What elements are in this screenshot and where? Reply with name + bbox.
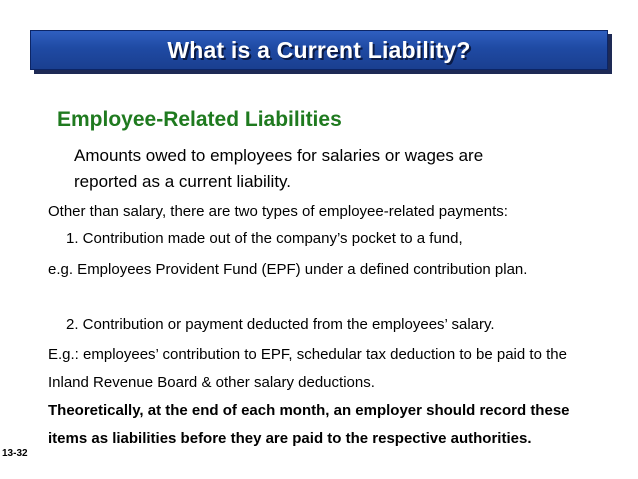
intro-text: Other than salary, there are two types of employee-related payments: [48, 203, 508, 220]
slide-number: 13-32 [2, 448, 28, 459]
definition-line-2: reported as a current liability. [74, 172, 292, 191]
item-2: 2. Contribution or payment deducted from the employees’ salary. [66, 316, 495, 333]
example-2-line-2: Inland Revenue Board & other salary deductions. [48, 374, 375, 391]
conclusion-line-2: items as liabilities before they are paid to the respective authorities. [48, 430, 532, 447]
conclusion-line-1: Theoretically, at the end of each month, an employer should record these [48, 402, 570, 419]
slide-title: What is a Current Liability? [167, 36, 471, 63]
example-1: e.g. Employees Provident Fund (EPF) under a defined contribution plan. [48, 261, 528, 278]
item-1: 1. Contribution made out of the company’s pocket to a fund, [66, 230, 463, 247]
title-bar [30, 30, 608, 70]
example-2-line-1: E.g.: employees’ contribution to EPF, schedular tax deduction to be paid to the [48, 346, 567, 363]
section-heading: Employee-Related Liabilities [57, 108, 342, 131]
definition-line-1: Amounts owed to employees for salaries or wages are [74, 146, 484, 165]
definition-text [74, 143, 594, 195]
